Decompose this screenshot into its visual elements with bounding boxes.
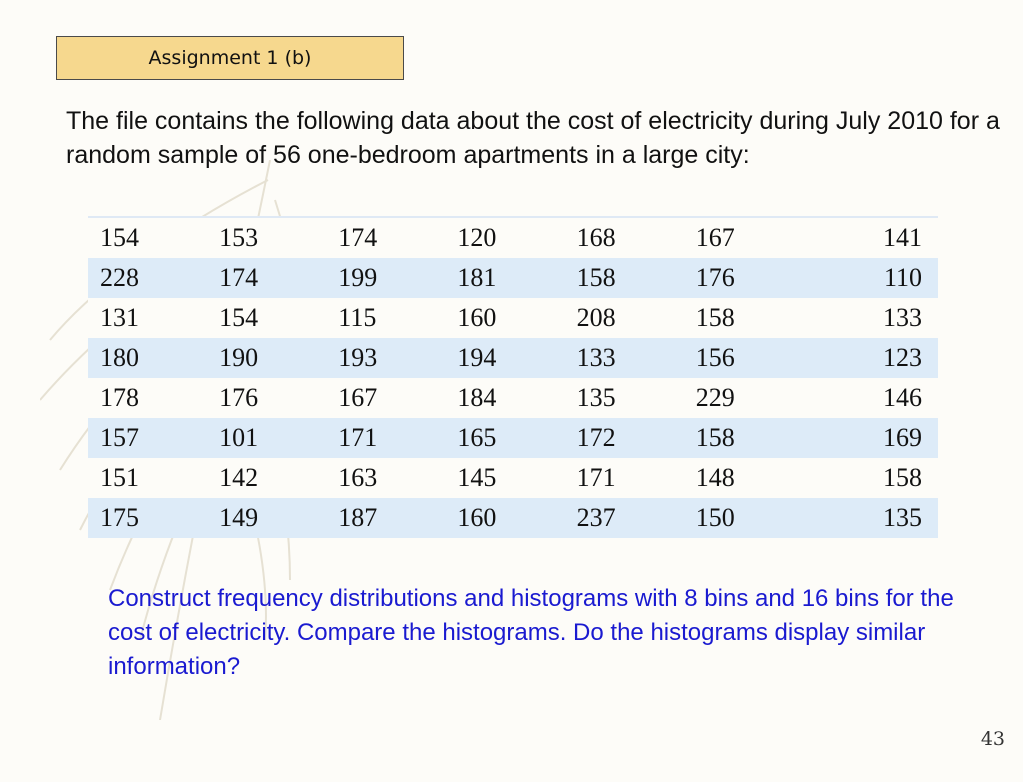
table-row [88,217,938,258]
table-cell: 181 [445,258,564,298]
table-cell: 158 [565,258,684,298]
table-row [88,298,938,338]
table-cell: 154 [88,217,207,258]
table-cell: 167 [684,217,803,258]
table-cell: 187 [326,498,445,538]
table-cell: 120 [445,217,564,258]
table-cell: 167 [326,378,445,418]
table-cell: 142 [207,458,326,498]
table-cell: 141 [803,217,938,258]
table-cell: 150 [684,498,803,538]
table-cell: 194 [445,338,564,378]
table-cell: 123 [803,338,938,378]
table-cell: 149 [207,498,326,538]
table-cell: 174 [207,258,326,298]
table-cell: 157 [88,418,207,458]
table-cell: 110 [803,258,938,298]
table-row [88,378,938,418]
slide-title: Assignment 1 (b) [148,47,312,69]
page-number: 43 [980,728,1005,750]
table-cell: 229 [684,378,803,418]
table-cell: 115 [326,298,445,338]
table-cell: 153 [207,217,326,258]
table-cell: 228 [88,258,207,298]
table-cell: 160 [445,498,564,538]
table-cell: 151 [88,458,207,498]
table-cell: 158 [803,458,938,498]
table-cell: 237 [565,498,684,538]
table-cell: 180 [88,338,207,378]
electricity-cost-table [88,216,938,538]
slide-title-box [56,36,404,80]
table-cell: 148 [684,458,803,498]
table-cell: 208 [565,298,684,338]
table-cell: 176 [684,258,803,298]
table-cell: 158 [684,418,803,458]
table-cell: 145 [445,458,564,498]
table-cell: 135 [803,498,938,538]
table-row [88,258,938,298]
table-cell: 154 [207,298,326,338]
table-cell: 172 [565,418,684,458]
table-cell: 168 [565,217,684,258]
table-cell: 178 [88,378,207,418]
table-row [88,458,938,498]
table-cell: 160 [445,298,564,338]
table-cell: 101 [207,418,326,458]
table-cell: 175 [88,498,207,538]
table-cell: 176 [207,378,326,418]
table-row [88,338,938,378]
table-cell: 190 [207,338,326,378]
table-cell: 146 [803,378,938,418]
table-row [88,418,938,458]
intro-text: The file contains the following data about the cost of electricity during July 2010 for a random sample of 56 one-bedroom apartments in a large city: [66,107,1000,169]
table-cell: 193 [326,338,445,378]
table-cell: 133 [565,338,684,378]
table-cell: 131 [88,298,207,338]
table-cell: 158 [684,298,803,338]
table-cell: 163 [326,458,445,498]
table-cell: 174 [326,217,445,258]
table-cell: 165 [445,418,564,458]
table-row [88,498,938,538]
table-cell: 184 [445,378,564,418]
table-cell: 199 [326,258,445,298]
table-cell: 135 [565,378,684,418]
table-cell: 133 [803,298,938,338]
table-cell: 171 [326,418,445,458]
table-cell: 156 [684,338,803,378]
task-text: Construct frequency distributions and histograms with 8 bins and 16 bins for the cost of electricity. Compare the histograms. Do the histograms display similar information? [108,585,954,680]
table-cell: 171 [565,458,684,498]
table-cell: 169 [803,418,938,458]
